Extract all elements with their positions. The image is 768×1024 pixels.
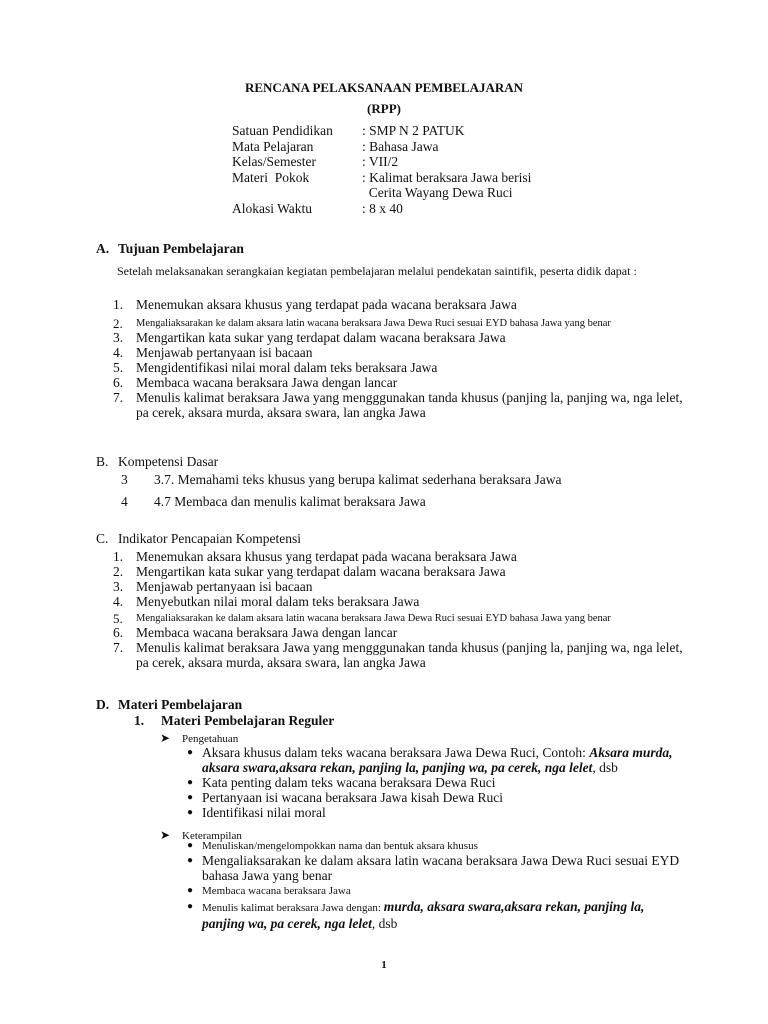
list-item: ● Pertanyaan isi wacana beraksara Jawa kisah Dewa Ruci [178, 790, 688, 805]
kd-item: 3 3.7. Memahami teks khusus yang berupa kalimat sederhana beraksara Jawa [121, 472, 562, 487]
bullet-icon: ● [186, 901, 194, 912]
arrow-icon: ➤ [160, 828, 171, 842]
bullet-icon: ● [186, 777, 194, 788]
list-item: ● Membaca wacana beraksara Jawa [178, 885, 688, 898]
list-item: 6. Membaca wacana beraksara Jawa dengan lancar [113, 374, 398, 390]
list-item: 7. Menulis kalimat beraksara Jawa yang mengggunakan tanda khusus (panjing la, panjing wa, nga lelet, pa cerek, aksara murda, aksara swara, lan angka Jawa [113, 639, 683, 670]
bullet-icon: ● [186, 884, 194, 896]
list-item: 5. Mengidentifikasi nilai moral dalam teks beraksara Jawa [113, 359, 438, 375]
info-row: Cerita Wayang Dewa Ruci [362, 185, 513, 200]
identity-table [232, 123, 531, 216]
list-item: ● Identifikasi nilai moral [178, 805, 688, 820]
list-item: 5. Mengaliaksarakan ke dalam aksara latin wacana beraksara Jawa Dewa Ruci sesuai EYD bahasa Jawa yang benar [113, 611, 611, 626]
list-item: 6. Membaca wacana beraksara Jawa dengan lancar [113, 624, 398, 640]
list-item: 1. Menemukan aksara khusus yang terdapat pada wacana beraksara Jawa [113, 297, 517, 312]
section-a-list [113, 297, 693, 420]
info-row: Mata Pelajaran : Bahasa Jawa [232, 138, 439, 154]
list-item: ● Aksara khusus dalam teks wacana beraksara Jawa Dewa Ruci, Contoh: Aksara murda, aksara swara,aksara rekan, panjing la, panjing wa, pa cerek, nga lelet, dsb [178, 745, 688, 775]
list-item: ● Mengaliaksarakan ke dalam aksara latin wacana beraksara Jawa Dewa Ruci sesuai EYD bahasa Jawa yang benar [178, 853, 688, 883]
arrow-icon: ➤ [160, 731, 171, 745]
bullet-icon: ● [186, 854, 194, 866]
info-row: Kelas/Semester : VII/2 [232, 154, 399, 169]
list-item: 2. Mengartikan kata sukar yang terdapat dalam wacana beraksara Jawa [113, 564, 506, 579]
info-row: Alokasi Waktu : 8 x 40 [232, 200, 403, 216]
list-item: ● Menulis kalimat beraksara Jawa dengan: murda, aksara swara,aksara rekan, panjing la, panjing wa, pa cerek, nga lelet, dsb [178, 899, 688, 931]
list-item: ● Kata penting dalam teks wacana beraksara Dewa Ruci [178, 775, 688, 790]
subsection-heading: 1. Materi Pembelajaran Reguler [134, 713, 335, 728]
section-c-heading: C. Indikator Pencapaian Kompetensi [96, 531, 301, 546]
list-item: 2. Mengaliaksarakan ke dalam aksara latin wacana beraksara Jawa Dewa Ruci sesuai EYD bahasa Jawa yang benar [113, 316, 611, 331]
list-item: 4. Menyebutkan nilai moral dalam teks beraksara Jawa [113, 594, 420, 609]
keterampilan-heading: ➤ Keterampilan [160, 828, 242, 842]
bullet-icon: ● [186, 840, 194, 851]
info-row: Materi Pokok : Kalimat beraksara Jawa berisi [232, 169, 532, 185]
list-item: 7. Menulis kalimat beraksara Jawa yang mengggunakan tanda khusus (panjing la, panjing wa, nga lelet, pa cerek, aksara murda, aksara swara, lan angka Jawa [113, 389, 683, 420]
keterampilan-list [178, 840, 688, 931]
list-item: 4. Menjawab pertanyaan isi bacaan [113, 344, 313, 360]
list-item: 3. Mengartikan kata sukar yang terdapat dalam wacana beraksara Jawa [113, 329, 506, 345]
section-d-heading: D. Materi Pembelajaran [96, 697, 243, 712]
info-row: Satuan Pendidikan : SMP N 2 PATUK [232, 123, 465, 138]
section-a-heading: A. Tujuan Pembelajaran [96, 241, 244, 256]
section-b-heading: B. Kompetensi Dasar [96, 454, 219, 469]
document-title: RENCANA PELAKSANAAN PEMBELAJARAN [244, 80, 524, 95]
pengetahuan-heading: ➤ Pengetahuan [160, 731, 239, 745]
kd-item: 4 4.7 Membaca dan menulis kalimat beraksara Jawa [121, 494, 426, 509]
bullet-icon: ● [186, 747, 194, 758]
section-a-intro: Setelah melaksanakan serangkaian kegiatan pembelajaran melalui pendekatan saintifik, peserta didik dapat : [117, 264, 637, 278]
page-number: 1 [381, 959, 387, 971]
bullet-icon: ● [186, 807, 194, 818]
pengetahuan-list [178, 745, 688, 820]
list-item: ● Menuliskan/mengelompokkan nama dan bentuk aksara khusus [178, 840, 688, 853]
bullet-icon: ● [186, 792, 194, 803]
section-c-list [113, 549, 693, 670]
list-item: 1. Menemukan aksara khusus yang terdapat pada wacana beraksara Jawa [113, 549, 517, 564]
list-item: 3. Menjawab pertanyaan isi bacaan [113, 579, 313, 594]
document-subtitle: (RPP) [367, 101, 401, 116]
